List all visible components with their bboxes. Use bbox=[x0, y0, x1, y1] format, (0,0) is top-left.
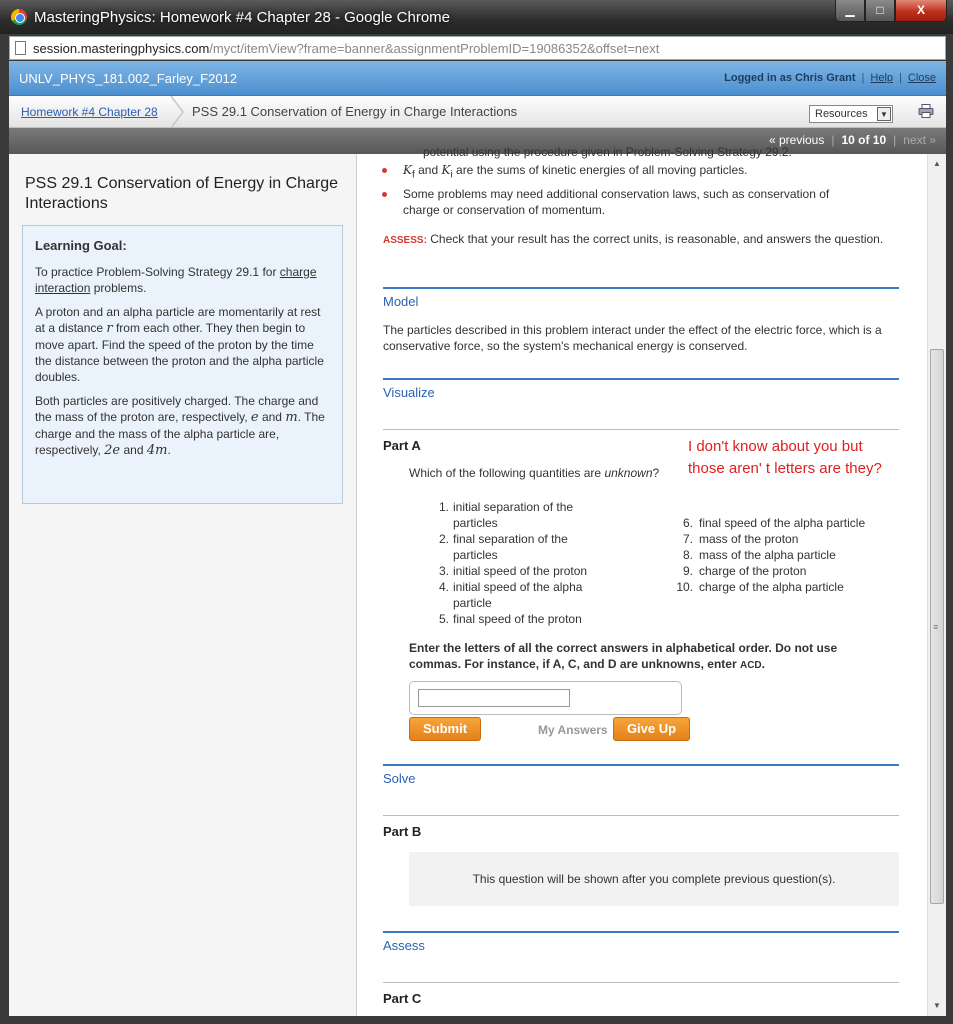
resources-label: Resources bbox=[815, 108, 868, 120]
strategy-bullet: Some problems may need additional conservation laws, such as conservation of charge or conservation of momentum. bbox=[403, 186, 863, 218]
close-window-button[interactable]: X bbox=[895, 0, 947, 22]
give-up-button[interactable]: Give Up bbox=[613, 717, 690, 741]
mastering-header bbox=[9, 61, 946, 96]
print-icon[interactable] bbox=[918, 104, 934, 118]
item-text: charge of the alpha particle bbox=[699, 580, 844, 594]
answer-input[interactable] bbox=[418, 689, 570, 707]
section-divider bbox=[383, 764, 899, 766]
close-link[interactable]: Close bbox=[907, 72, 936, 84]
assess-note: ASSESS: Check that your result has the correct units, is reasonable, and answers the question. bbox=[383, 232, 884, 246]
maximize-button[interactable]: □ bbox=[865, 0, 895, 22]
quantity-list-item bbox=[433, 499, 608, 531]
grip-icon: ≡ bbox=[933, 622, 939, 632]
separator: | bbox=[899, 72, 902, 84]
previous-link[interactable]: « previous bbox=[768, 133, 825, 147]
quantity-list-right bbox=[673, 515, 883, 595]
model-heading: Model bbox=[383, 294, 419, 309]
assess-heading: Assess bbox=[383, 938, 425, 953]
item-text: initial speed of the proton bbox=[453, 564, 588, 578]
main-content bbox=[357, 145, 927, 1016]
submit-button[interactable]: Submit bbox=[409, 717, 481, 741]
item-number: 10. bbox=[676, 580, 693, 594]
section-divider bbox=[383, 931, 899, 933]
item-text: mass of the alpha particle bbox=[699, 548, 836, 562]
separator: | bbox=[861, 72, 865, 84]
answer-instructions: Enter the letters of all the correct answers in alphabetical order. Do not use commas. For instance, if A, C, and D are unknowns, enter ACD. bbox=[409, 641, 838, 671]
separator: | bbox=[831, 133, 835, 147]
item-number: 2. bbox=[438, 532, 449, 546]
vertical-scrollbar[interactable] bbox=[927, 154, 946, 1016]
title-bar bbox=[0, 0, 953, 34]
breadcrumb bbox=[9, 96, 946, 128]
window-controls bbox=[835, 0, 947, 22]
locked-question-notice: This question will be shown after you complete previous question(s). bbox=[409, 852, 899, 906]
item-text: final speed of the alpha particle bbox=[699, 516, 866, 530]
quantity-list-item bbox=[433, 579, 608, 611]
visualize-heading: Visualize bbox=[383, 385, 435, 400]
pager bbox=[769, 133, 936, 147]
quantity-list-item bbox=[673, 515, 883, 531]
part-a-heading: Part A bbox=[383, 438, 421, 453]
part-divider bbox=[383, 982, 899, 983]
item-number: 1. bbox=[438, 500, 449, 514]
quantity-list-item bbox=[673, 531, 883, 547]
page-icon bbox=[15, 41, 26, 55]
url-path: /myct/itemView?frame=banner&assignmentProblemID=19086352&offset=next bbox=[209, 41, 660, 56]
item-text: final speed of the proton bbox=[453, 612, 582, 626]
learning-goal-box bbox=[22, 225, 343, 504]
breadcrumb-current-item: PSS 29.1 Conservation of Energy in Charge Interactions bbox=[192, 104, 518, 119]
bullet-icon bbox=[382, 168, 387, 173]
clipped-text-line: potential using the procedure given in Problem-Solving Strategy 29.2. bbox=[423, 145, 792, 159]
scroll-down-icon[interactable]: ▼ bbox=[933, 1001, 941, 1010]
help-link[interactable]: Help bbox=[870, 72, 894, 84]
answer-box bbox=[409, 681, 682, 715]
scroll-up-icon[interactable]: ▲ bbox=[933, 159, 941, 168]
part-a-question: Which of the following quantities are unknown? bbox=[409, 466, 660, 480]
model-text: The particles described in this problem interact under the effect of the electric force, which is a conservative force, so the system's mechanical energy is conserved. bbox=[383, 323, 882, 353]
section-divider bbox=[383, 287, 899, 289]
item-position: 10 of 10 bbox=[841, 133, 887, 147]
window-title: MasteringPhysics: Homework #4 Chapter 28 - Google Chrome bbox=[34, 9, 451, 26]
item-number: 7. bbox=[682, 532, 693, 546]
item-text: initial speed of the alpha particle bbox=[453, 580, 583, 610]
strategy-bullet: $K_f$ and $K_i$ are the sums of kinetic energies of all moving particles. bbox=[403, 162, 863, 183]
item-text: final separation of the particles bbox=[453, 532, 568, 562]
problem-intro-panel bbox=[9, 154, 357, 1016]
separator: | bbox=[893, 133, 897, 147]
item-number: 3. bbox=[438, 564, 449, 578]
quantity-list-item bbox=[433, 611, 608, 627]
item-number: 5. bbox=[438, 612, 449, 626]
next-link: next » bbox=[903, 133, 936, 147]
item-text: initial separation of the particles bbox=[453, 500, 574, 530]
solve-heading: Solve bbox=[383, 771, 416, 786]
item-number: 8. bbox=[682, 548, 693, 562]
item-text: charge of the proton bbox=[699, 564, 807, 578]
quantity-list-item bbox=[673, 579, 883, 595]
quantity-list-item bbox=[673, 547, 883, 563]
quantity-list-item bbox=[433, 563, 608, 579]
annotation-note: I don't know about you but those aren' t letters are they? bbox=[688, 438, 882, 477]
quantity-list-item bbox=[433, 531, 608, 563]
minimize-button[interactable]: ▁ bbox=[835, 0, 865, 22]
charge-interaction-link[interactable]: charge interaction bbox=[35, 265, 317, 295]
course-name: UNLV_PHYS_181.002_Farley_F2012 bbox=[19, 71, 238, 86]
problem-statement: A proton and an alpha particle are momentarily at rest at a distance r from each other. They then begin to move apart. Find the speed of the proton by the time the distance between the proton and the alpha particle doubles. bbox=[35, 305, 324, 384]
problem-title: PSS 29.1 Conservation of Energy in Charge Interactions bbox=[25, 175, 339, 212]
charge-mass-statement: Both particles are positively charged. The charge and the mass of the proton are, respectively, e and m. The charge and the mass of the alpha particle are, respectively, 2e and 4m. bbox=[35, 394, 325, 458]
item-text: mass of the proton bbox=[699, 532, 799, 546]
quantity-list-item bbox=[673, 563, 883, 579]
address-bar[interactable] bbox=[9, 36, 946, 60]
breadcrumb-assignment-link[interactable]: Homework #4 Chapter 28 bbox=[21, 105, 158, 119]
section-divider bbox=[383, 378, 899, 380]
learning-goal-heading: Learning Goal: bbox=[35, 238, 127, 253]
item-number: 4. bbox=[438, 580, 449, 594]
part-divider bbox=[383, 429, 899, 430]
breadcrumb-chevron-icon bbox=[169, 96, 185, 128]
url-text[interactable] bbox=[33, 41, 659, 56]
item-number: 9. bbox=[682, 564, 693, 578]
chrome-icon bbox=[11, 9, 27, 25]
part-c-heading: Part C bbox=[383, 991, 422, 1006]
part-b-heading: Part B bbox=[383, 824, 422, 839]
resources-dropdown[interactable] bbox=[809, 105, 893, 123]
bullet-icon bbox=[382, 192, 387, 197]
quantity-list-left bbox=[433, 499, 608, 627]
learning-goal-text: To practice Problem-Solving Strategy 29.1 for charge interaction problems. bbox=[35, 265, 317, 295]
part-divider bbox=[383, 815, 899, 816]
chevron-down-icon: ▼ bbox=[877, 107, 891, 121]
logged-in-user: Logged in as Chris Grant bbox=[724, 72, 856, 84]
my-answers-link[interactable]: My Answers bbox=[538, 723, 608, 737]
item-number: 6. bbox=[682, 516, 693, 530]
header-links bbox=[724, 72, 936, 84]
url-host: session.masteringphysics.com bbox=[33, 41, 210, 56]
